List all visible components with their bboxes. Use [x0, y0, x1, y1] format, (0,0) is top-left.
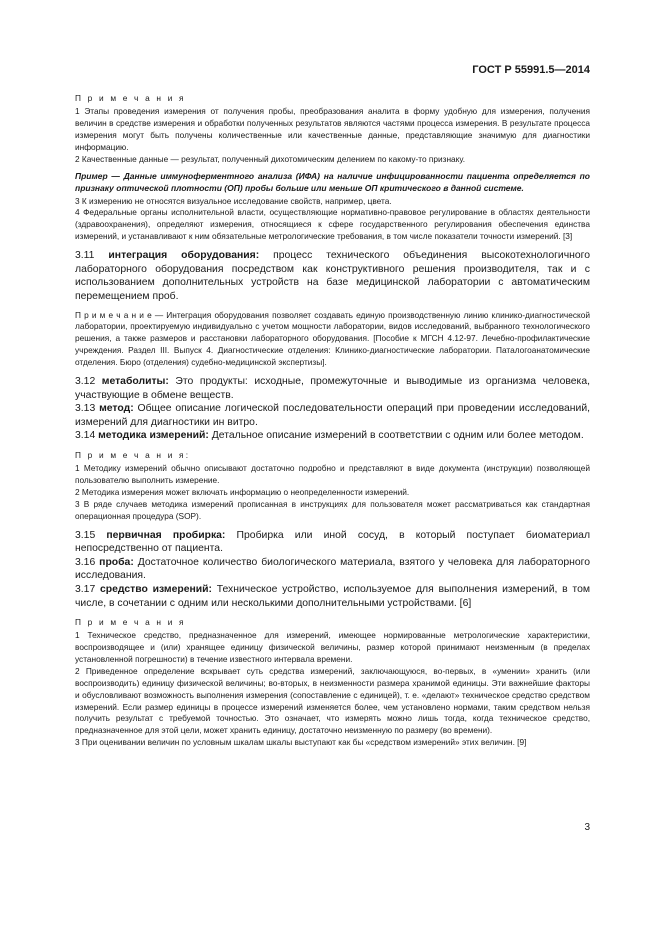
term-3-13: 3.13 метод: Общее описание логической последовательности операций при проведении исследований, измерений для диагностики ин витро.	[75, 403, 591, 428]
term-3-17: 3.17 средство измерений: Техническое устройство, используемое для выполнения измерений, в том числе, в сочетании с одним или несколькими дополнительными устройствами. [6]	[75, 583, 590, 609]
note-b2-2: 2 Методика измерения может включать информацию о неопределенности измерений.	[75, 486, 410, 497]
page-number: 3	[584, 822, 590, 833]
term-3-16: 3.16 проба: Достаточное количество биологического материала, взятого у человека для лабораторного исследования.	[75, 556, 590, 582]
term-3-12: 3.12 метаболиты: Это продукты: исходные, промежуточные и выводимые из организма человека, участвующие в обмене веществ.	[75, 376, 590, 401]
note-3: 3 К измерению не относятся визуальное исследование свойств, например, цвета.	[75, 195, 392, 206]
note-b3-2: 2 Приведенное определение вскрывает суть средства измерений, заключающуюся, во-первых, в «умении» хранить (или воспроизводить) единицу физической величины; во-вторых, в неизменности размера хранимой единицы. Эти важнейшие факторы и обусловливают возможность выполнения измерения (сопоставление с единицей), т. е. «делают» техническое средство средством измерений. Если размер единицы в процессе измерений изменяется более, чем установлено нормами, таким средством нельзя получить результат с требуемой точностью. Это означает, что измерять можно лишь тогда, когда техническое средство, предназначенное для этой цели, может хранить единицу, достаточно неизменную по размеру (во времени).	[75, 665, 590, 736]
term-3-15: 3.15 первичная пробирка: Пробирка или иной сосуд, в который поступает биоматериал непосредственно от пациента.	[75, 529, 591, 555]
document-header: ГОСТ Р 55991.5—2014	[472, 64, 590, 76]
note-b3-1: 1 Техническое средство, предназначенное для измерений, имеющее нормированные метрологические характеристики, воспроизводящее и (или) хранящее единицу физической величины, размер которой принимают неизменным (в пределах установленной погрешности) в течение известного интервала времени.	[75, 630, 590, 664]
term-3-11: 3.11 интеграция оборудования: процесс технического объединения высокотехнологичного лабораторного оборудования посредством как конструктивного решения производителя, так и с использованием дополнительных устройств на базе медицинской лаборатории с автоматическим перемещением проб.	[75, 250, 590, 302]
note-3-11: П р и м е ч а н и е — Интеграция оборудования позволяет создавать единую производственную линию клинико-диагностической лаборатории, проектируемую индивидуально с учетом мощности лаборатории, видов исследований, выбранного технологического решения, а также размеров и расстановки лабораторного оборудования. [Пособие к МГСН 4.12-97. Лечебно-профилактические учреждения. Раздел III. Выпуск 4. Диагностические отделения: Клинико-диагностические лаборатории. Паталогоанатомические отделения. Бюро (отделения) судебно-медицинской экспертизы].	[75, 309, 590, 368]
note-b2-1: 1 Методику измерений обычно описывают достаточно подробно и представляют в виде документа (инструкции) позволяющей пользователю выполнить измерение.	[75, 463, 590, 485]
notes-heading-2: П р и м е ч а н и я:	[75, 450, 191, 461]
note-4: 4 Федеральные органы исполнительной власти, осуществляющие нормативно-правовое регулирование в областях деятельности (здравоохранения), определяют измерения, относящиеся к сфере государственного регулирования обеспечения единства измерений, и устанавливают к ним обязательные метрологические требования, в том числе показатели точности измерений. [3]	[75, 207, 590, 242]
note-b2-3: 3 В ряде случаев методика измерений прописанная в инструкциях для пользователя может рассматриваться как стандартная операционная процедура (SOP).	[75, 498, 590, 521]
example-paragraph: Пример — Данные иммуноферментного анализа (ИФА) на наличие инфицированности пациента определяется по признаку оптической плотности (ОП) пробы больше или меньше ОП критического в данной системе.	[75, 170, 590, 193]
page-content	[75, 92, 590, 749]
note-1: 1 Этапы проведения измерения от получения пробы, преобразования аналита в форму удобную для измерения, получения величин в средстве измерения и обработки полученных результатов являются частями процесса измерения. В результате процесса измерения могут быть получены количественные или качественные данные, представляющие значимую для диагностики информацию.	[75, 106, 590, 152]
notes-heading-3: П р и м е ч а н и я	[75, 617, 186, 628]
term-3-14: 3.14 методика измерений: Детальное описание измерений в соответствии с одним или более методом.	[75, 430, 584, 442]
note-2: 2 Качественные данные — результат, полученный дихотомическим делением по какому-то признаку.	[75, 153, 465, 164]
notes-heading: П р и м е ч а н и я	[75, 93, 186, 103]
note-b3-3: 3 При оценивании величин по условным шкалам шкалы выступают как бы «средством измерений» этих величин. [9]	[75, 737, 527, 748]
